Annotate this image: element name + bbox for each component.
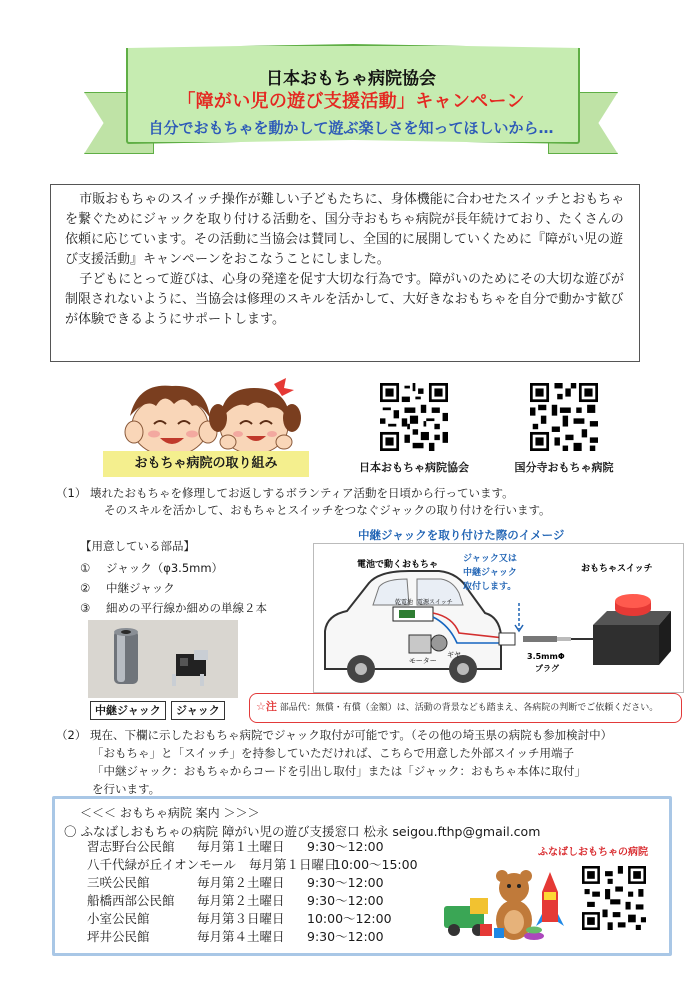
section2-line3: 「中継ジャック：おもちゃからコードを引出し取付」または「ジャック：おもちゃ本体に取付」 [92,764,587,778]
diagram-toy-label: 電池で動くおもちゃ [357,560,439,570]
part-item: ① ジャック（φ3.5mm） [80,561,224,575]
section1-line2: そのスキルを活かして、おもちゃとスイッチをつなぐジャックの取り付けを行います。 [104,503,551,517]
schedule-row: 八千代緑が丘イオンモール 毎月第１日曜日10:00～15:00 [87,857,418,872]
diagram-jack-label-1: ジャック又は [463,554,517,564]
part-item: ③ 細めの平行線か細めの単線２本 [80,601,267,615]
motor-icon [409,635,431,653]
photo-tag-jack: ジャック [171,701,225,720]
qr-code-icon[interactable] [582,866,646,930]
schedule-row: 習志野台公民館 毎月第１土曜日 9:30～12:00 [87,839,384,854]
diagram-motor-label: モーター [409,657,437,665]
intro-box [50,184,640,362]
diagram-battery-label: 乾電池 [395,599,414,606]
schedule-row: 坪井公民館 毎月第４土曜日 9:30～12:00 [87,929,384,944]
diagram-plug-label-2: プラグ [535,664,559,673]
diagram-title: 中継ジャックを取り付けた際のイメージ [358,528,565,542]
boy-illustration [125,386,217,454]
qr-code-icon[interactable] [380,383,448,451]
parts-title: 【用意している部品】 [80,539,195,553]
note-text: 部品代：無償・有償（金額）は、活動の背景なども踏まえ、各病院の判断でご依頼ください。 [279,703,659,713]
kids-illustration [108,376,313,454]
note-box [249,693,682,723]
girl-illustration [209,378,301,454]
diagram-switch-label: おもちゃスイッチ [581,564,653,574]
guide-contact: 〇 ふなばしおもちゃの病院 障がい児の遊び支援窓口 松永 seigou.fthp@gmail.com [64,824,541,839]
qr-caption-association: 日本おもちゃ病院協会 [359,461,469,474]
campaign-title: 「障がい児の遊び支援活動」キャンペーン [177,91,525,112]
intro-paragraph-1: 市販おもちゃのスイッチ操作が難しい子どもたちに、身体機能に合わせたスイッチとおもちゃを繋ぐためにジャックを取り付ける活動を、国分寺おもちゃ病院が長年続けており、たくさんの依頼に応じています。その活動に当協会は賛同し、全国的に展開していくために『障がい児の遊び支援活動』キャンペーンをおこなうことにしました。 [65,192,625,267]
toys-illustration [440,862,570,946]
campaign-subtitle: 自分でおもちゃを動かして遊ぶ楽しさを知ってほしいから… [148,119,554,137]
note-mark: ☆注 [256,700,277,713]
qr-code-icon[interactable] [530,383,598,451]
diagram-power-label: 電源スイッチ [417,599,453,606]
schedule-row: 小室公民館 毎月第３日曜日 10:00～12:00 [87,911,392,926]
diagram-gear-label: ギヤ [447,651,461,659]
parts-photo [88,620,238,698]
section1-line1: （1） 壊れたおもちゃを修理してお返しするボランティア活動を日頃から行っています。 [56,486,514,500]
photo-tag-relay-jack: 中継ジャック [90,701,166,720]
relay-jack-image [114,628,138,684]
schedule-row: 三咲公民館 毎月第２土曜日 9:30～12:00 [87,875,384,890]
schedule-row: 船橋西部公民館 毎月第２土曜日 9:30～12:00 [87,893,384,908]
part-item: ② 中継ジャック [80,581,175,595]
section2-line4: を行います。 [92,782,161,796]
jack-diagram [313,543,684,693]
diagram-jack-label-3: 取付します。 [463,582,517,592]
qr-caption-kokubunji: 国分寺おもちゃ病院 [514,461,614,474]
section2-line1: （2） 現在、下欄に示したおもちゃ病院でジャック取付が可能です。（その他の埼玉県の病院も参加検討中） [56,728,613,742]
diagram-jack-label-2: 中継ジャック [463,568,517,578]
guide-header: ＜＜＜ おもちゃ病院 案内 ＞＞＞ [80,806,260,820]
section2-line2: 「おもちゃ」と「スイッチ」を持参していただければ、こちらで用意した外部スイッチ用端子 [92,746,574,760]
organization-title: 日本おもちゃ病院協会 [266,69,436,89]
diagram-plug-label-1: 3.5mmΦ [527,652,565,661]
initiative-label: おもちゃ病院の取り組み [103,451,309,477]
intro-paragraph-2: 子どもにとって遊びは、心身の発達を促す大切な行為です。障がいのためにその大切な遊びが制限されないように、当協会は修理のスキルを活かして、大好きなおもちゃを自分で動かす歓びが体験できるようにサポートします。 [65,272,624,327]
funabashi-hospital-label: ふなばしおもちゃの病院 [538,847,648,858]
